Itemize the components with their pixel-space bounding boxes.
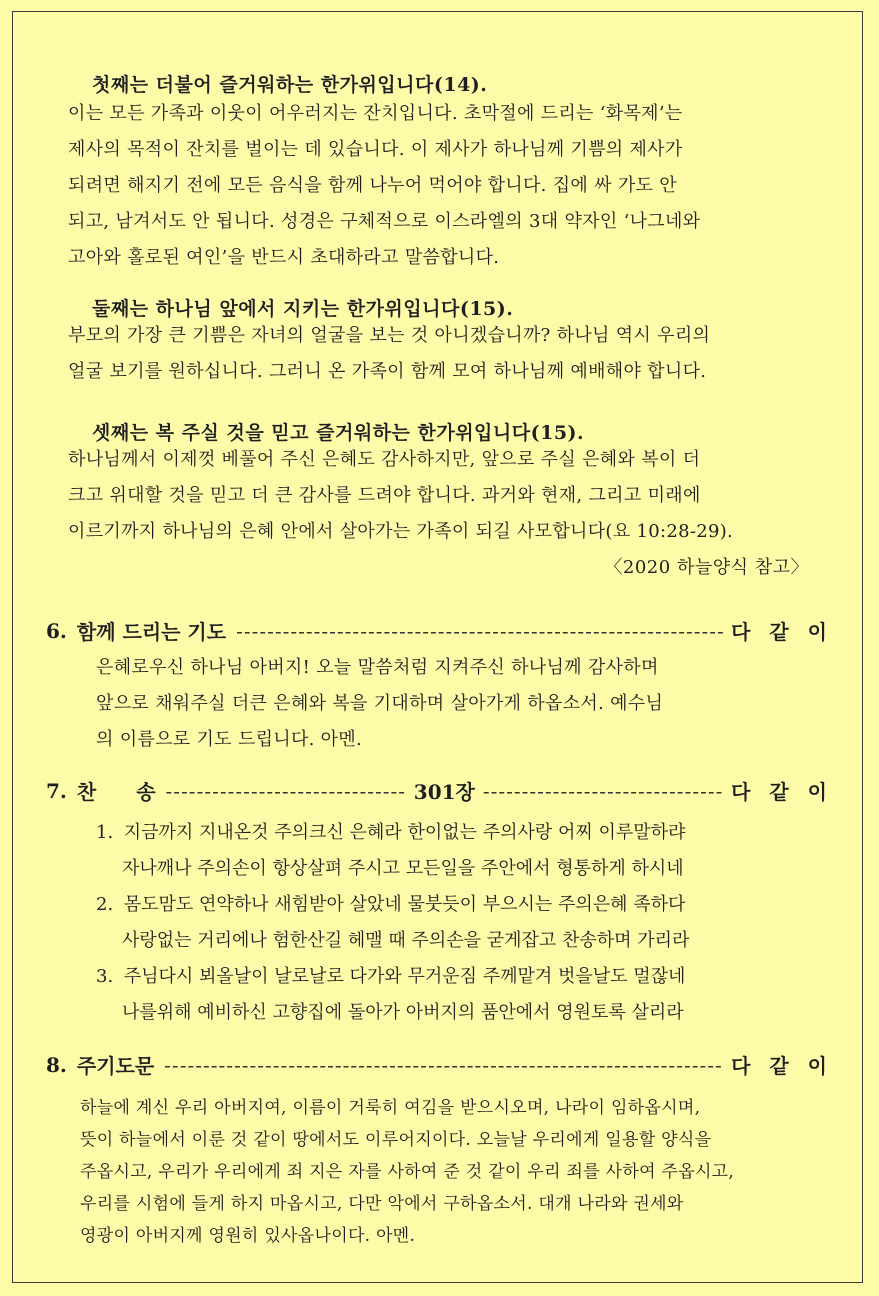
lords-prayer-section-header xyxy=(46,1050,833,1079)
hymn-no: 301장 xyxy=(413,780,475,804)
point-three-title: 셋째는 복 주실 것을 믿고 즐거워하는 한가위입니다(15). xyxy=(92,422,585,444)
prayer-number: 6. xyxy=(46,618,67,643)
lords-prayer-line: 우리를 시험에 들게 하지 마옵시고, 다만 악에서 구하옵소서. 대개 나라와 권세와 xyxy=(80,1194,684,1214)
verse-number: 3. xyxy=(96,966,114,987)
hymn-number: 7. xyxy=(46,778,67,803)
lords-prayer-line: 주옵시고, 우리가 우리에게 죄 지은 자를 사하여 준 것 같이 우리 죄를 사하여 주옵시고, xyxy=(80,1162,735,1182)
point-one-body xyxy=(68,96,812,276)
verse-line: 지금까지 지내온것 주의크신 은혜라 한이없는 주의사랑 어찌 이루말하랴 xyxy=(123,822,686,843)
point-one-title: 첫째는 더불어 즐거워하는 한가위입니다(14). xyxy=(92,74,488,96)
lords-prayer-body xyxy=(80,1092,800,1252)
hymn-verse xyxy=(96,887,689,923)
hymn-lyrics xyxy=(96,815,689,1031)
leader-dashes xyxy=(164,1053,723,1077)
leader-dashes xyxy=(483,779,723,803)
point-one-line: 되려면 해지기 전에 모든 음식을 함께 나누어 먹어야 합니다. 집에 싸 가도 안 xyxy=(68,175,677,196)
point-three-line: 이르기까지 하나님의 은혜 안에서 살아가는 가족이 되길 사모합니다(요 10:28-29). xyxy=(68,521,734,542)
hymn-title: 찬 송 xyxy=(76,780,156,804)
hymn-verse xyxy=(96,815,689,851)
point-one-line: 이는 모든 가족과 이웃이 어우러지는 잔치입니다. 초막절에 드리는 ‘화목제’는 xyxy=(68,103,683,124)
lords-prayer-line: 영광이 아버지께 영원히 있사옵나이다. 아멘. xyxy=(80,1226,416,1246)
hymn-section-header xyxy=(46,776,833,805)
prayer-line: 앞으로 채워주실 더큰 은혜와 복을 기대하며 살아가게 하옵소서. 예수님 xyxy=(96,693,664,714)
verse-number: 1. xyxy=(96,822,114,843)
verse-number: 2. xyxy=(96,894,114,915)
verse-line: 주님다시 뵈올날이 날로날로 다가와 무거운짐 주께맡겨 벗을날도 멀잖네 xyxy=(123,966,686,987)
point-two-body xyxy=(68,318,812,390)
prayer-line: 은혜로우신 하나님 아버지! 오늘 말씀처럼 지켜주신 하나님께 감사하며 xyxy=(96,657,659,678)
prayer-title: 함께 드리는 기도 xyxy=(76,620,227,644)
verse-line: 자나깨나 주의손이 항상살펴 주시고 모든일을 주안에서 형통하게 하시네 xyxy=(122,858,684,879)
point-two-line: 부모의 가장 큰 기쁨은 자녀의 얼굴을 보는 것 아니겠습니까? 하나님 역시 우리의 xyxy=(68,325,711,346)
prayer-body xyxy=(96,650,796,758)
lords-prayer-title: 주기도문 xyxy=(76,1054,155,1078)
point-two-title: 둘째는 하나님 앞에서 지키는 한가위입니다(15). xyxy=(92,298,514,320)
prayer-section-header xyxy=(46,616,833,645)
point-three-body xyxy=(68,442,812,550)
lords-prayer-number: 8. xyxy=(46,1052,67,1077)
hymn-by: 다 같 이 xyxy=(731,780,833,804)
hymn-verse xyxy=(96,959,689,995)
lords-prayer-by: 다 같 이 xyxy=(731,1054,833,1078)
reference-note: 〈2020 하늘양식 참고〉 xyxy=(604,557,809,578)
point-three-line: 크고 위대할 것을 믿고 더 큰 감사를 드려야 합니다. 과거와 현재, 그리고 미래에 xyxy=(68,485,701,506)
verse-line: 사랑없는 거리에나 험한산길 헤맬 때 주의손을 굳게잡고 찬송하며 가리라 xyxy=(122,930,690,951)
lords-prayer-line: 하늘에 계신 우리 아버지여, 이름이 거룩히 여김을 받으시오며, 나라이 임하옵시며, xyxy=(80,1098,701,1118)
prayer-line: 의 이름으로 기도 드립니다. 아멘. xyxy=(96,729,363,750)
verse-line: 몸도맘도 연약하나 새힘받아 살았네 물붓듯이 부으시는 주의은혜 족하다 xyxy=(123,894,686,915)
verse-line: 나를위해 예비하신 고향집에 돌아가 아버지의 품안에서 영원토록 살리라 xyxy=(122,1002,684,1023)
point-two-line: 얼굴 보기를 원하십니다. 그러니 온 가족이 함께 모여 하나님께 예배해야 합니다. xyxy=(68,361,707,382)
point-one-line: 고아와 홀로된 여인’을 반드시 초대하라고 말씀합니다. xyxy=(68,247,500,268)
point-one-line: 되고, 남겨서도 안 됩니다. 성경은 구체적으로 이스라엘의 3대 약자인 ‘나그네와 xyxy=(68,211,701,232)
prayer-by: 다 같 이 xyxy=(731,620,833,644)
point-three-line: 하나님께서 이제껏 베풀어 주신 은혜도 감사하지만, 앞으로 주실 은혜와 복이 더 xyxy=(68,449,701,470)
point-one-line: 제사의 목적이 잔치를 벌이는 데 있습니다. 이 제사가 하나님께 기쁨의 제사가 xyxy=(68,139,683,160)
leader-dashes xyxy=(236,619,723,643)
leader-dashes xyxy=(166,779,406,803)
lords-prayer-line: 뜻이 하늘에서 이룬 것 같이 땅에서도 이루어지이다. 오늘날 우리에게 일용할 양식을 xyxy=(80,1130,712,1150)
